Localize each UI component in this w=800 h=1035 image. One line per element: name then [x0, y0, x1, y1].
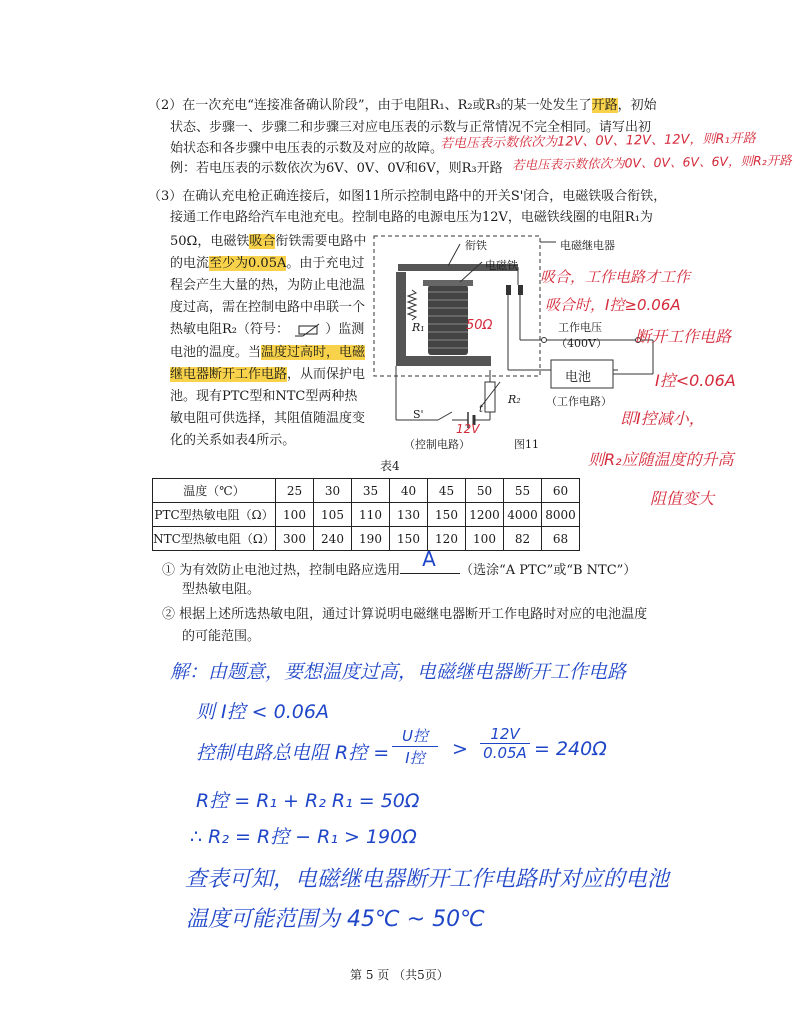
ntc-cell: 150 [390, 527, 428, 551]
q3-l7a: 热敏电阻R₂（符号： [170, 322, 289, 337]
hw-50-ohm: 50Ω [466, 318, 493, 333]
sub1-line2: 型热敏电阻。 [182, 582, 261, 597]
resistance-table [152, 478, 580, 551]
q2-line3-text: 始状态和各步骤中电压表的示数及对应的故障。 [170, 141, 444, 156]
solution-line3-result: = 240Ω [534, 738, 607, 760]
hw-side-2: 吸合时，I控≥0.06A [545, 296, 681, 314]
r2-thermistor [485, 382, 495, 412]
sub1-text: ① 为有效防止电池过热，控制电路应选用 [162, 563, 401, 578]
hw-side-7: 阻值变大 [650, 489, 715, 508]
ptc-cell: 100 [276, 503, 314, 527]
sub1-options: （选涂“A PTC”或“B NTC”） [460, 563, 637, 578]
q3-l7b: ）监测 [325, 322, 365, 337]
ptc-cell: 4000 [504, 503, 542, 527]
fig-label-control-circuit: （控制电路） [404, 438, 470, 451]
q3-l8a: 电池的温度。当 [170, 345, 262, 360]
fig-label-work-circuit: （工作电路） [546, 395, 612, 408]
q3-line3 [170, 232, 366, 251]
q3-line2: 接通工作电路给汽车电池充电。控制电路的电源电压为12V，电磁铁线圈的电阻R₁为 [170, 210, 653, 225]
ptc-cell: 130 [390, 503, 428, 527]
q2-line3 [170, 139, 443, 158]
hw-side-6: 则R₂应随温度的升高 [588, 450, 734, 469]
q3-line5: 程会产生大量的热，为防止电池温 [170, 278, 366, 293]
coil-top-cap [423, 280, 473, 286]
frac1 [392, 725, 438, 768]
ptc-cell: 110 [352, 503, 390, 527]
temp-cell: 60 [542, 479, 580, 503]
frac1-num: U控 [402, 727, 428, 745]
fig-label-t: t [479, 404, 484, 415]
q2-line4 [170, 159, 503, 178]
thermistor-symbol-icon [293, 322, 321, 338]
fig-label-relay: 电磁继电器 [560, 239, 615, 252]
ptc-cell: 8000 [542, 503, 580, 527]
ntc-cell: 82 [504, 527, 542, 551]
fig-caption: 图11 [514, 438, 539, 451]
sub1-answer-blank [400, 547, 460, 574]
ntc-cell: 190 [352, 527, 390, 551]
relay-frame-base [396, 356, 491, 366]
hw-side-5: 即I控减小， [620, 409, 705, 428]
sub2-line1: ② 根据上述所选热敏电阻，通过计算说明电磁继电器断开工作电路时对应的电池温度 [162, 607, 648, 622]
q2-line1-tail: ，初始 [617, 98, 657, 113]
fig-label-electromagnet: 电磁铁 [485, 259, 518, 272]
q3-l3a: 50Ω，电磁铁 [170, 234, 250, 249]
temp-cell: 45 [428, 479, 466, 503]
fig-label-battery: 电池 [565, 370, 592, 385]
q2-example: 例：若电压表的示数依次为6V、0V、0V和6V，则R₃开路 [170, 161, 503, 176]
solution-line2: 则 I控 < 0.06A [196, 701, 329, 723]
q3-line9 [170, 365, 365, 384]
hw-q2-answer2: 若电压表示数依次为0V、0V、6V、6V，则R₂开路 [511, 152, 792, 173]
temp-cell: 30 [314, 479, 352, 503]
q3-l3b: 衔铁需要电路中 [275, 234, 367, 249]
solution-line4: R控 = R₁ + R₂ R₁ = 50Ω [196, 790, 420, 812]
table-row [153, 479, 580, 503]
sub1-line1 [162, 547, 637, 580]
switch-s-blade [438, 412, 452, 420]
electromagnet-coil [428, 285, 468, 355]
hw-q2-answer1: 若电压表示数依次为12V、0V、12V、12V，则R₁开路 [439, 131, 756, 152]
q2-line1 [148, 96, 657, 115]
q3-line4 [170, 254, 364, 273]
ptc-cell: 150 [428, 503, 466, 527]
hw-side-3: 断开工作电路 [635, 327, 732, 346]
sub2-line2: 的可能范围。 [182, 629, 261, 644]
ntc-cell: 68 [542, 527, 580, 551]
q3-highlight-attract: 吸合 [249, 234, 276, 249]
work-voltage-terminal-left [542, 338, 547, 343]
ntc-cell: 100 [466, 527, 504, 551]
q3-highlight-disconnect: 继电器断开工作电路 [170, 367, 288, 382]
q2-highlight-open-circuit: 开路 [591, 98, 618, 113]
ntc-label: NTC型热敏电阻（Ω） [153, 527, 276, 551]
q3-line11: 敏电阻可供选择，其阻值随温度变 [170, 411, 366, 426]
fig-label-400v: （400V） [556, 337, 607, 350]
q3-highlight-current: 至少为0.05A [209, 256, 287, 271]
frac2-den: 0.05A [480, 743, 530, 762]
table-title: 表4 [380, 459, 400, 473]
fig-label-r2: R₂ [508, 393, 521, 406]
fig-label-switch: S' [413, 408, 424, 421]
q3-line6: 度过高，需在控制电路中串联一个 [170, 300, 366, 315]
q3-l9b: ，从而保护电 [287, 367, 366, 382]
solution-line3-label: 控制电路总电阻 R控 = [196, 742, 390, 764]
temp-cell: 40 [390, 479, 428, 503]
q3-line1: （3）在确认充电枪正确连接后，如图11所示控制电路中的开关S'闭合，电磁铁吸合衔铁， [148, 189, 667, 204]
q3-line12: 化的关系如表4所示。 [170, 433, 296, 448]
fig-label-armature: 衔铁 [465, 239, 487, 252]
temp-cell: 55 [504, 479, 542, 503]
hw-12v: 12V [456, 422, 480, 436]
temp-cell: 35 [352, 479, 390, 503]
q3-l4b: 。由于充电过 [286, 256, 365, 271]
solution-line6: 查表可知，电磁继电器断开工作电路时对应的电池 [185, 867, 670, 892]
q2-line1-text: （2）在一次充电“连接准备确认阶段”，由于电阻R₁、R₂或R₃的某一处发生了 [148, 98, 592, 113]
frac2 [480, 725, 530, 762]
q3-highlight-temp: 温度过高时，电磁 [261, 345, 366, 360]
ntc-cell: 120 [428, 527, 466, 551]
q3-l4a: 的电流 [170, 256, 210, 271]
page-footer: 第 5 页 （共5页） [350, 968, 449, 982]
frac1-den: I控 [392, 746, 438, 768]
frac2-num: 12V [490, 725, 520, 743]
relay-spring [408, 290, 416, 320]
solution-line1: 解：由题意，要想温度过高，电磁继电器断开工作电路 [170, 661, 627, 683]
fig-label-work-voltage: 工作电压 [558, 321, 602, 334]
sub1-answer: A [422, 547, 436, 571]
table-row [153, 527, 580, 551]
table-row [153, 503, 580, 527]
temp-cell: 50 [466, 479, 504, 503]
ptc-cell: 105 [314, 503, 352, 527]
table-header-label: 温度（℃） [153, 479, 276, 503]
armature-label-pointer [448, 244, 460, 266]
ntc-cell: 240 [314, 527, 352, 551]
ptc-label: PTC型热敏电阻（Ω） [153, 503, 276, 527]
ntc-cell: 300 [276, 527, 314, 551]
ptc-cell: 1200 [466, 503, 504, 527]
temp-cell: 25 [276, 479, 314, 503]
solution-line5: ∴ R₂ = R控 − R₁ > 190Ω [190, 826, 417, 848]
hw-side-1: 吸合，工作电路才工作 [540, 268, 691, 286]
q3-line7 [170, 320, 364, 339]
q3-line10: 池。现有PTC型和NTC型两种热 [170, 389, 358, 404]
q3-line8 [170, 343, 365, 362]
solution-line7: 温度可能范围为 45℃ ~ 50℃ [186, 907, 485, 932]
fig-label-r1: R₁ [412, 321, 425, 334]
gt-sign: > [452, 738, 468, 760]
hw-side-4: I控<0.06A [655, 371, 736, 390]
q2-line2: 状态、步骤一、步骤二和步骤三对应电压表的示数与正常情况不完全相同。请写出初 [170, 120, 652, 135]
relay-frame-post [396, 272, 406, 362]
